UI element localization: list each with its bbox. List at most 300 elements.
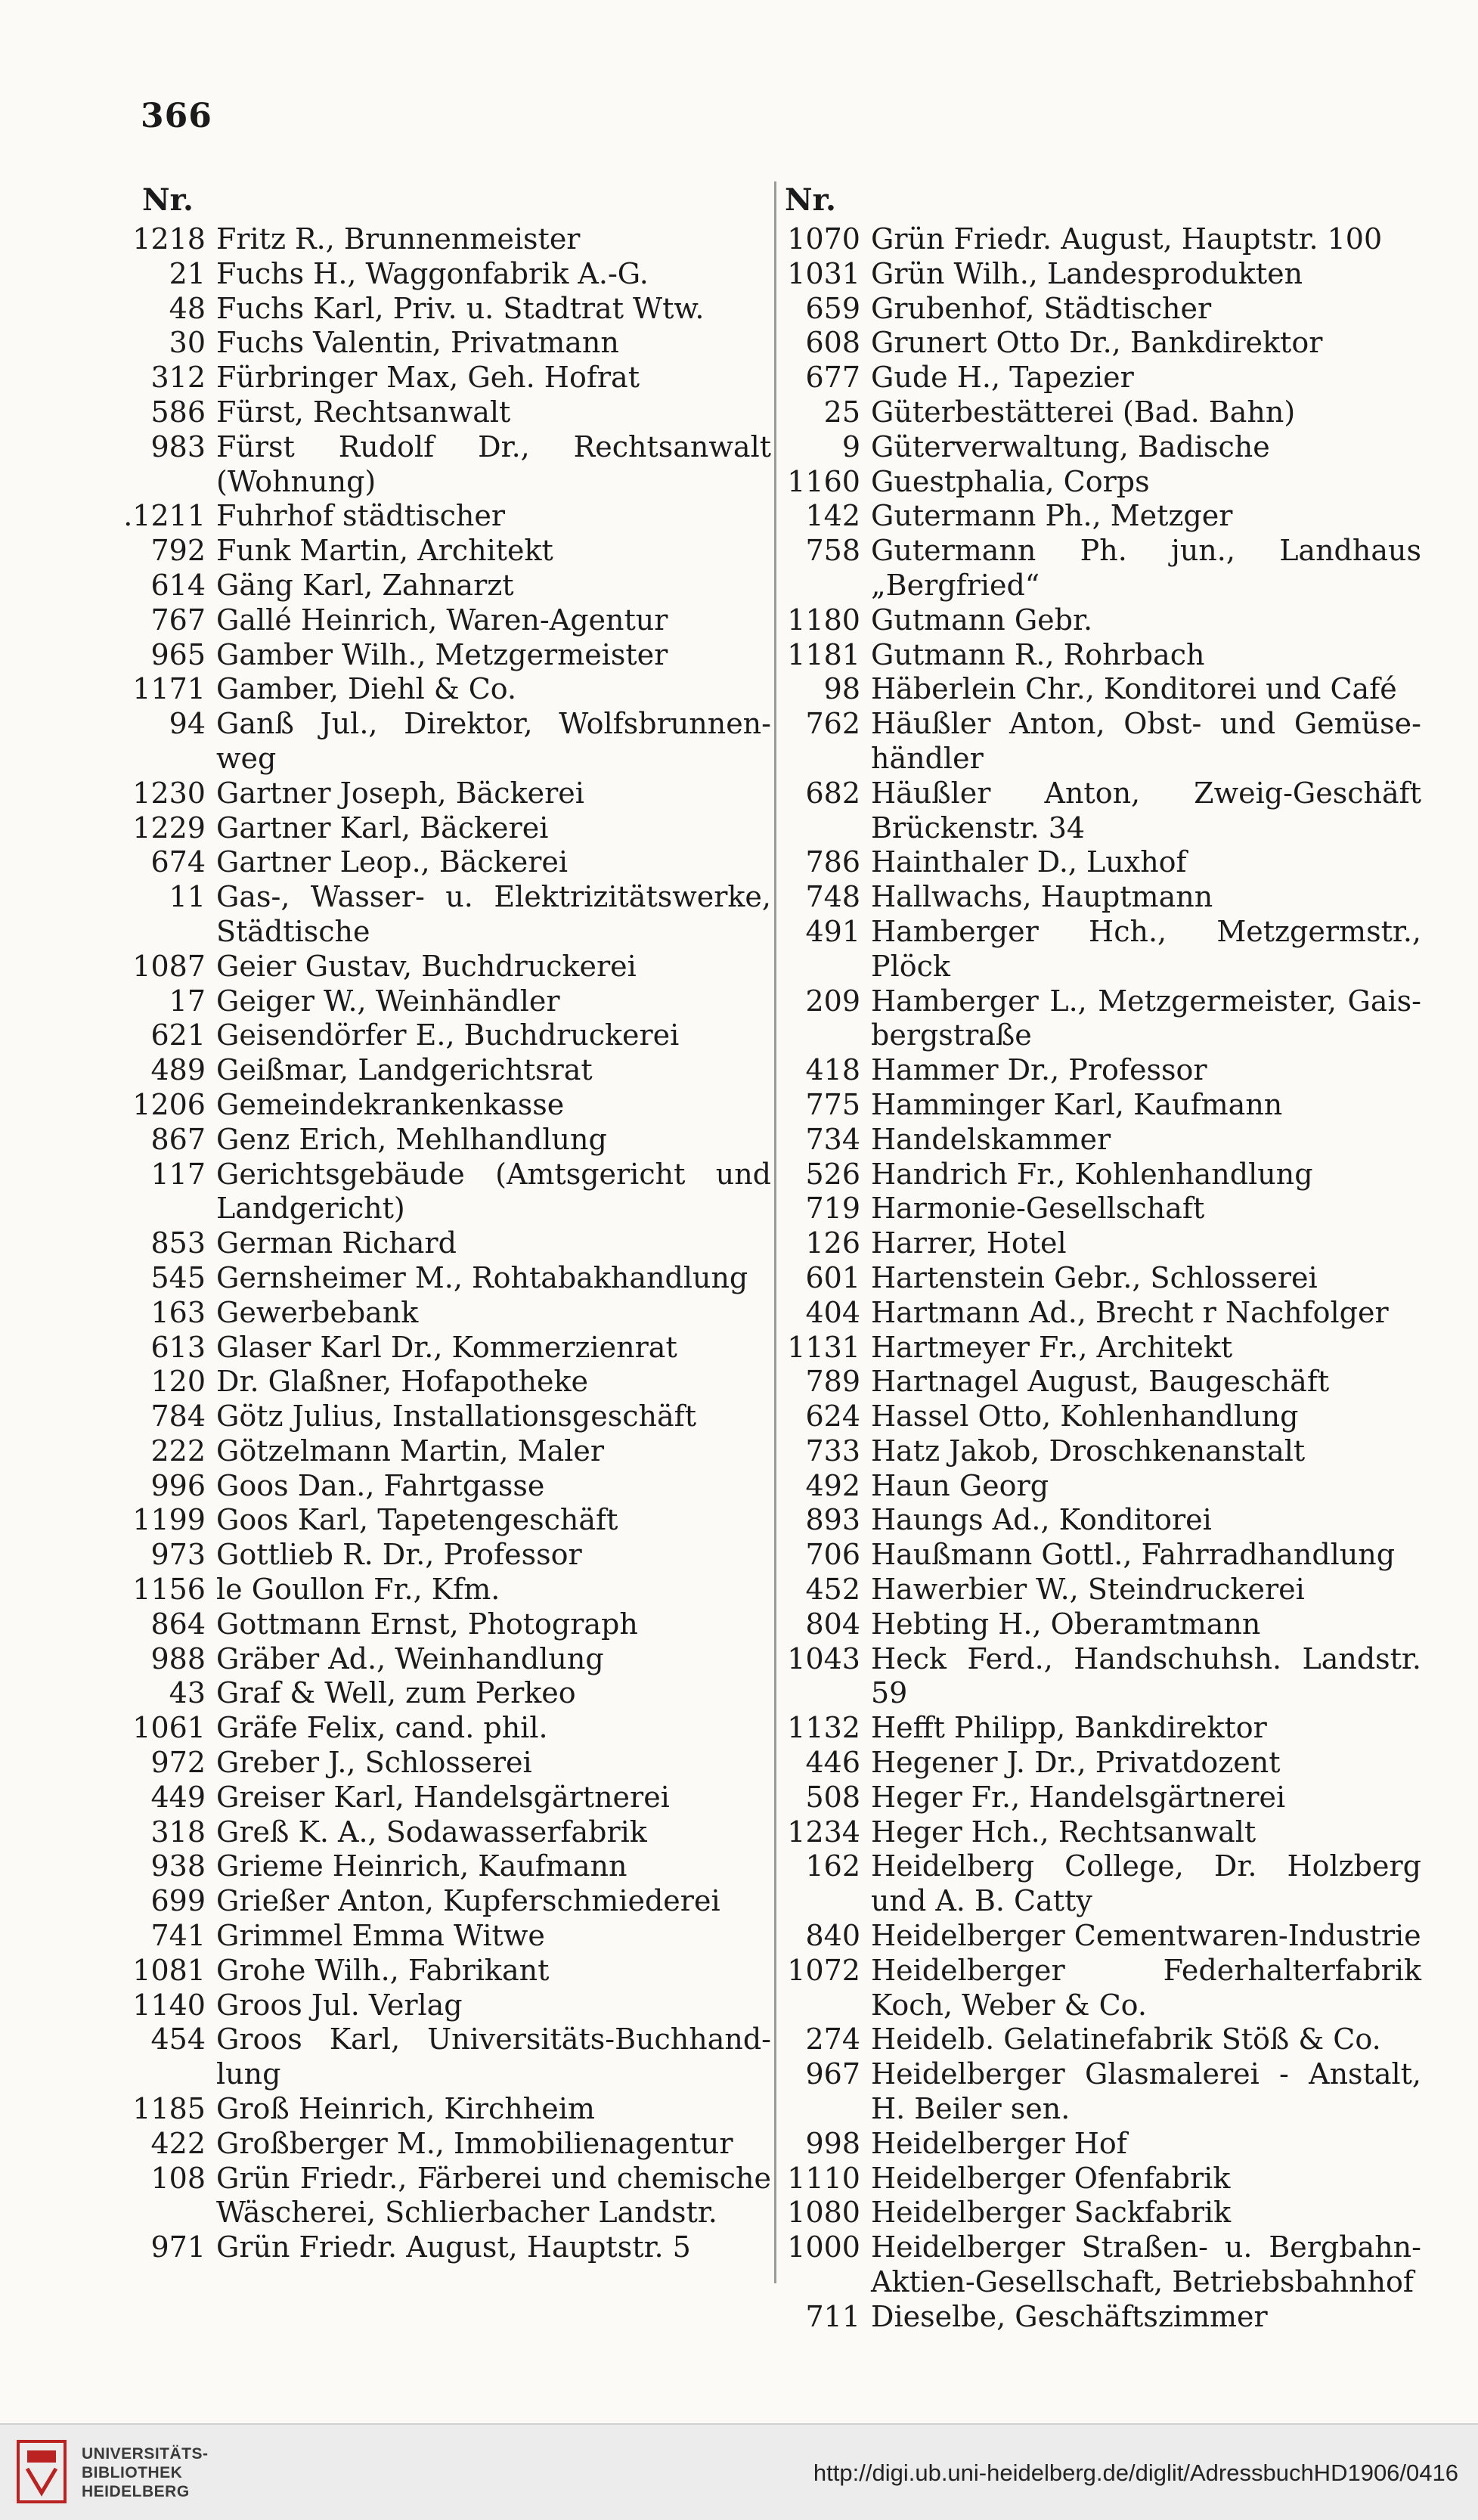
directory-entry [121,1503,771,1538]
entry-number: 767 [150,603,206,637]
directory-entry [779,1053,1421,1088]
entry-text: Gutermann Ph. jun., Landhaus „Bergfried“ [871,534,1421,602]
entry-text: Gräfe Felix, cand. phil. [216,1711,548,1745]
entry-text: Goos Karl, Tapetengeschäft [216,1503,618,1537]
entry-number: 117 [150,1157,206,1191]
entry-list [121,222,771,2265]
entry-text: German Richard [216,1226,457,1260]
entry-text: Häußler Anton, Obst- und Gemüse-händler [871,707,1421,775]
entry-number: 1080 [787,2196,860,2230]
directory-entry [121,1607,771,1642]
entry-number: 677 [805,361,860,395]
directory-entry [121,1954,771,1988]
entry-number: 840 [805,1919,860,1953]
directory-entry [779,1261,1421,1296]
ub-heidelberg-logo-icon [17,2440,67,2503]
entry-number: 748 [805,880,860,914]
directory-entry [121,1781,771,1815]
left-column [121,178,771,2265]
entry-text: Gude H., Tapezier [871,361,1134,395]
entry-text: Gartner Joseph, Bäckerei [216,776,584,810]
entry-number: 526 [805,1157,860,1191]
entry-number: 996 [150,1468,206,1502]
entry-number: 699 [150,1884,206,1918]
entry-text: Groos Jul. Verlag [216,1988,463,2022]
entry-number: 1132 [787,1711,860,1745]
entry-text: Gewerbebank [216,1295,419,1329]
entry-number: 706 [805,1538,860,1572]
directory-entry [779,2196,1421,2230]
entry-text: Gutmann R., Rohrbach [871,637,1205,671]
directory-entry [121,950,771,984]
entry-text: Gamber, Diehl & Co. [216,672,517,706]
directory-entry [779,672,1421,707]
directory-entry [121,1469,771,1504]
directory-entry [121,1331,771,1365]
directory-entry [779,1399,1421,1434]
directory-entry [121,2162,771,2231]
entry-text: Grün Wilh., Landesprodukten [871,256,1303,290]
directory-entry [121,257,771,292]
entry-number: 1206 [132,1087,206,1121]
entry-number: 1185 [132,2092,206,2126]
directory-entry [121,672,771,707]
entry-text: Grün Friedr. August, Hauptstr. 100 [871,222,1383,256]
entry-text: Haun Georg [871,1468,1049,1502]
directory-entry [121,1158,771,1227]
entry-text: Geier Gustav, Buchdruckerei [216,949,637,983]
entry-number: 608 [805,326,860,360]
directory-entry [121,1399,771,1434]
entry-text: Hartmann Ad., Brecht r Nachfolger [871,1295,1389,1329]
entry-number: 741 [150,1919,206,1953]
entry-number: 418 [805,1053,860,1087]
entry-number: 762 [805,707,860,741]
entry-number: 1140 [132,1988,206,2022]
directory-entry [121,361,771,395]
directory-entry [779,1781,1421,1815]
entry-number: 998 [805,2126,860,2160]
entry-number: 454 [150,2023,206,2057]
entry-text: Häberlein Chr., Konditorei und Café [871,672,1397,706]
directory-entry [779,465,1421,500]
directory-entry [779,2057,1421,2127]
directory-entry [779,257,1421,292]
directory-entry [779,880,1421,915]
directory-entry [779,1469,1421,1504]
entry-text: Gottlieb R. Dr., Professor [216,1538,582,1572]
directory-entry [121,430,771,500]
entry-number: .1211 [123,499,206,533]
directory-entry [779,1192,1421,1226]
entry-number: 613 [150,1330,206,1364]
directory-entry [779,1088,1421,1123]
entry-text: Guestphalia, Corps [871,464,1150,498]
directory-entry [121,845,771,880]
entry-text: Hamminger Karl, Kaufmann [871,1087,1283,1121]
entry-number: 492 [805,1468,860,1502]
entry-number: 965 [150,637,206,671]
entry-text: Gäng Karl, Zahnarzt [216,568,514,602]
entry-text: Gutermann Ph., Metzger [871,499,1233,533]
directory-entry [121,1849,771,1884]
directory-entry [121,292,771,327]
entry-text: Dr. Glaßner, Hofapotheke [216,1365,588,1399]
directory-entry [779,776,1421,846]
entry-text: Grießer Anton, Kupferschmiederei [216,1884,720,1918]
directory-entry [779,2230,1421,2300]
entry-text: Gartner Leop., Bäckerei [216,845,568,879]
entry-text: Gartner Karl, Bäckerei [216,811,549,845]
directory-entry [779,1503,1421,1538]
directory-entry [779,292,1421,327]
directory-entry [779,395,1421,430]
entry-number: 1171 [132,672,206,706]
entry-number: 1061 [132,1711,206,1745]
entry-number: 659 [805,291,860,325]
entry-text: Dieselbe, Geschäftszimmer [871,2299,1268,2333]
entry-number: 318 [150,1815,206,1849]
directory-entry [779,984,1421,1054]
directory-entry [121,638,771,673]
directory-entry [779,2162,1421,2196]
directory-entry [779,1123,1421,1158]
entry-text: Heidelberger Ofenfabrik [871,2161,1231,2195]
entry-text: Greß K. A., Sodawasserfabrik [216,1815,647,1849]
entry-number: 491 [805,914,860,948]
directory-entry [121,1434,771,1469]
entry-number: 446 [805,1746,860,1780]
entry-number: 775 [805,1087,860,1121]
directory-entry [121,1573,771,1607]
entry-number: 452 [805,1573,860,1607]
entry-text: Gas-, Wasser- u. Elektrizitätswerke, Städtische [216,880,771,948]
column-header: Nr. [142,182,194,218]
entry-text: Hartmeyer Fr., Architekt [871,1330,1233,1364]
entry-text: Hebting H., Oberamtmann [871,1607,1261,1641]
entry-number: 94 [169,707,206,741]
entry-number: 674 [150,845,206,879]
directory-entry [121,811,771,846]
entry-text: Groß Heinrich, Kirchheim [216,2092,595,2126]
entry-number: 853 [150,1226,206,1260]
entry-text: Gottmann Ernst, Photograph [216,1607,638,1641]
entry-number: 1072 [787,1953,860,1987]
directory-entry [779,1607,1421,1642]
entry-number: 792 [150,534,206,568]
directory-entry [779,1746,1421,1781]
entry-number: 938 [150,1849,206,1883]
entry-text: Grunert Otto Dr., Bankdirektor [871,326,1323,360]
directory-entry [121,707,771,776]
page-number: 366 [141,97,212,135]
directory-entry [121,1261,771,1296]
entry-number: 758 [805,534,860,568]
directory-entry [779,534,1421,603]
entry-text: Heidelb. Gelatinefabrik Stöß & Co. [871,2023,1381,2057]
entry-number: 971 [150,2230,206,2264]
entry-text: Haußmann Gottl., Fahrradhandlung [871,1538,1396,1572]
directory-entry [121,776,771,811]
directory-entry [121,2230,771,2265]
entry-number: 734 [805,1122,860,1156]
entry-text: Hamberger Hch., Metzgermstr., Plöck [871,914,1421,983]
entry-text: Hawerbier W., Steindruckerei [871,1573,1305,1607]
entry-text: Hartnagel August, Baugeschäft [871,1365,1330,1399]
directory-entry [779,1331,1421,1365]
entry-number: 404 [805,1295,860,1329]
entry-text: Hegener J. Dr., Privatdozent [871,1746,1281,1780]
entry-text: Heidelberger Sackfabrik [871,2196,1232,2230]
directory-entry [121,1123,771,1158]
entry-text: Grohe Wilh., Fabrikant [216,1953,550,1987]
entry-text: Fuchs H., Waggonfabrik A.-G. [216,256,649,290]
entry-text: Goos Dan., Fahrtgasse [216,1468,545,1502]
directory-entry [121,326,771,361]
entry-number: 733 [805,1434,860,1468]
entry-text: Heidelberger Hof [871,2126,1127,2160]
directory-entry [779,638,1421,673]
directory-entry [121,1088,771,1123]
directory-entry [121,1365,771,1399]
entry-text: Heidelberger Glasmalerei - Anstalt, H. Beiler sen. [871,2057,1421,2126]
entry-number: 804 [805,1607,860,1641]
directory-entry [779,845,1421,880]
entry-number: 126 [805,1226,860,1260]
entry-number: 48 [169,291,206,325]
entry-number: 25 [823,395,860,429]
library-name: UNIVERSITÄTS- BIBLIOTHEK HEIDELBERG [82,2445,209,2500]
entry-text: Heidelberger Federhalterfabrik Koch, Weber & Co. [871,1953,1421,2022]
entry-text: Funk Martin, Architekt [216,534,553,568]
directory-entry [779,326,1421,361]
entry-number: 142 [805,499,860,533]
entry-text: Handrich Fr., Kohlenhandlung [871,1157,1313,1191]
directory-entry [779,1573,1421,1607]
entry-number: 209 [805,984,860,1018]
entry-text: Hammer Dr., Professor [871,1053,1207,1087]
entry-text: Greiser Karl, Handelsgärtnerei [216,1780,670,1814]
entry-text: Graf & Well, zum Perkeo [216,1676,576,1710]
entry-number: 1199 [132,1503,206,1537]
entry-number: 1110 [787,2161,860,2195]
entry-number: 893 [805,1503,860,1537]
directory-entry [779,1711,1421,1746]
directory-entry [121,1053,771,1088]
entry-number: 864 [150,1607,206,1641]
entry-number: 786 [805,845,860,879]
entry-number: 1230 [132,776,206,810]
entry-text: Harrer, Hotel [871,1226,1067,1260]
directory-entry [121,1988,771,2023]
directory-entry [121,1296,771,1331]
directory-entry [121,603,771,638]
directory-entry [779,707,1421,776]
entry-number: 1081 [132,1953,206,1987]
entry-text: Gerichtsgebäude (Amtsgericht und Landgericht) [216,1157,771,1226]
entry-text: Heger Fr., Handelsgärtnerei [871,1780,1286,1814]
entry-number: 489 [150,1053,206,1087]
entry-number: 621 [150,1018,206,1052]
entry-number: 1234 [787,1815,860,1849]
directory-entry [779,361,1421,395]
directory-entry [121,1884,771,1919]
entry-number: 17 [169,984,206,1018]
directory-entry [121,880,771,950]
entry-text: Fürbringer Max, Geh. Hofrat [216,361,640,395]
right-column [779,178,1421,2335]
entry-number: 508 [805,1780,860,1814]
entry-text: Güterverwaltung, Badische [871,429,1270,463]
entry-text: Grubenhof, Städtischer [871,291,1212,325]
entry-text: Gemeindekrankenkasse [216,1087,565,1121]
entry-number: 11 [169,880,206,914]
directory-entry [779,2023,1421,2057]
entry-number: 983 [150,429,206,463]
directory-entry [779,1642,1421,1712]
entry-text: Haungs Ad., Konditorei [871,1503,1212,1537]
entry-number: 422 [150,2126,206,2160]
directory-entry [121,1746,771,1781]
directory-entry [121,1226,771,1261]
directory-entry [121,984,771,1019]
directory-entry [121,1919,771,1954]
entry-number: 98 [823,672,860,706]
entry-number: 1180 [787,603,860,637]
entry-number: 988 [150,1641,206,1675]
entry-number: 1156 [132,1573,206,1607]
entry-list [779,222,1421,2335]
source-url[interactable]: http://digi.ub.uni-heidelberg.de/diglit/AdressbuchHD1906/0416 [813,2460,1458,2486]
directory-entry [121,1815,771,1850]
directory-entry [121,222,771,257]
entry-text: Fuchs Valentin, Privatmann [216,326,619,360]
entry-text: Greber J., Schlosserei [216,1746,532,1780]
entry-number: 1181 [787,637,860,671]
directory-entry [121,2023,771,2092]
entry-number: 312 [150,361,206,395]
entry-text: Hatz Jakob, Droschkenanstalt [871,1434,1306,1468]
entry-number: 43 [169,1676,206,1710]
directory-entry [121,1642,771,1677]
directory-entry [779,2300,1421,2335]
entry-text: Groos Karl, Universitäts-Buchhand-lung [216,2023,771,2091]
entry-number: 1229 [132,811,206,845]
directory-entry [779,1158,1421,1192]
entry-number: 1070 [787,222,860,256]
entry-text: Heidelberger Cementwaren-Industrie [871,1919,1421,1953]
entry-text: Götz Julius, Installationsgeschäft [216,1399,696,1434]
entry-text: Grün Friedr. August, Hauptstr. 5 [216,2230,691,2264]
directory-entry [121,395,771,430]
entry-text: Handelskammer [871,1122,1111,1156]
entry-number: 21 [169,256,206,290]
directory-entry [779,1815,1421,1850]
entry-text: Grimmel Emma Witwe [216,1919,545,1953]
entry-text: Hassel Otto, Kohlenhandlung [871,1399,1299,1434]
directory-entry [779,915,1421,984]
entry-text: Geißmar, Landgerichtsrat [216,1053,593,1087]
directory-entry [779,2127,1421,2162]
directory-entry [779,1226,1421,1261]
entry-number: 624 [805,1399,860,1434]
entry-text: Gamber Wilh., Metzgermeister [216,637,668,671]
entry-text: Fürst, Rechtsanwalt [216,395,511,429]
entry-number: 586 [150,395,206,429]
directory-entry [121,2127,771,2162]
entry-number: 449 [150,1780,206,1814]
directory-entry [779,222,1421,257]
entry-number: 614 [150,568,206,602]
entry-number: 1160 [787,464,860,498]
entry-number: 120 [150,1365,206,1399]
entry-number: 789 [805,1365,860,1399]
entry-number: 1031 [787,256,860,290]
entry-text: Fritz R., Brunnenmeister [216,222,581,256]
entry-text: Fürst Rudolf Dr., Rechtsanwalt (Wohnung) [216,429,771,498]
entry-text: Hallwachs, Hauptmann [871,880,1213,914]
directory-entry [121,499,771,534]
entry-number: 972 [150,1746,206,1780]
directory-entry [779,1849,1421,1919]
entry-text: Fuhrhof städtischer [216,499,506,533]
directory-entry [121,1676,771,1711]
entry-text: Geiger W., Weinhändler [216,984,560,1018]
entry-text: Ganß Jul., Direktor, Wolfsbrunnen-weg [216,707,771,775]
entry-text: Hefft Philipp, Bankdirektor [871,1711,1267,1745]
entry-number: 545 [150,1260,206,1294]
entry-text: Güterbestätterei (Bad. Bahn) [871,395,1296,429]
directory-entry [779,1434,1421,1469]
entry-text: Häußler Anton, Zweig-Geschäft Brückenstr. 34 [871,776,1421,845]
entry-text: Harmonie-Gesellschaft [871,1192,1205,1226]
entry-number: 682 [805,776,860,810]
entry-number: 274 [805,2023,860,2057]
entry-number: 973 [150,1538,206,1572]
entry-number: 1087 [132,949,206,983]
entry-text: Gernsheimer M., Rohtabakhandlung [216,1260,748,1294]
entry-number: 108 [150,2161,206,2195]
entry-number: 601 [805,1260,860,1294]
entry-number: 1218 [132,222,206,256]
entry-text: Fuchs Karl, Priv. u. Stadtrat Wtw. [216,291,705,325]
entry-text: Geisendörfer E., Buchdruckerei [216,1018,680,1052]
entry-text: Heidelberger Straßen- u. Bergbahn-Aktien-Gesellschaft, Betriebsbahnhof [871,2230,1421,2299]
directory-entry [121,1538,771,1573]
directory-entry [121,569,771,603]
entry-number: 30 [169,326,206,360]
entry-number: 867 [150,1122,206,1156]
entry-text: Genz Erich, Mehlhandlung [216,1122,607,1156]
entry-number: 711 [805,2299,860,2333]
entry-number: 9 [841,429,860,463]
entry-text: Gräber Ad., Weinhandlung [216,1641,604,1675]
entry-text: Götzelmann Martin, Maler [216,1434,605,1468]
directory-entry [121,1711,771,1746]
directory-entry [779,1538,1421,1573]
entry-number: 967 [805,2057,860,2091]
entry-text: Glaser Karl Dr., Kommerzienrat [216,1330,677,1364]
entry-number: 1043 [787,1641,860,1675]
column-divider [774,181,776,2283]
entry-number: 222 [150,1434,206,1468]
entry-text: Grün Friedr., Färberei und chemische Wäscherei, Schlierbacher Landstr. [216,2161,771,2230]
entry-text: Hamberger L., Metzgermeister, Gais-bergstraße [871,984,1421,1052]
footer-bar [0,2423,1478,2520]
entry-text: Gutmann Gebr. [871,603,1093,637]
entry-text: Großberger M., Immobilienagentur [216,2126,733,2160]
directory-entry [779,499,1421,534]
